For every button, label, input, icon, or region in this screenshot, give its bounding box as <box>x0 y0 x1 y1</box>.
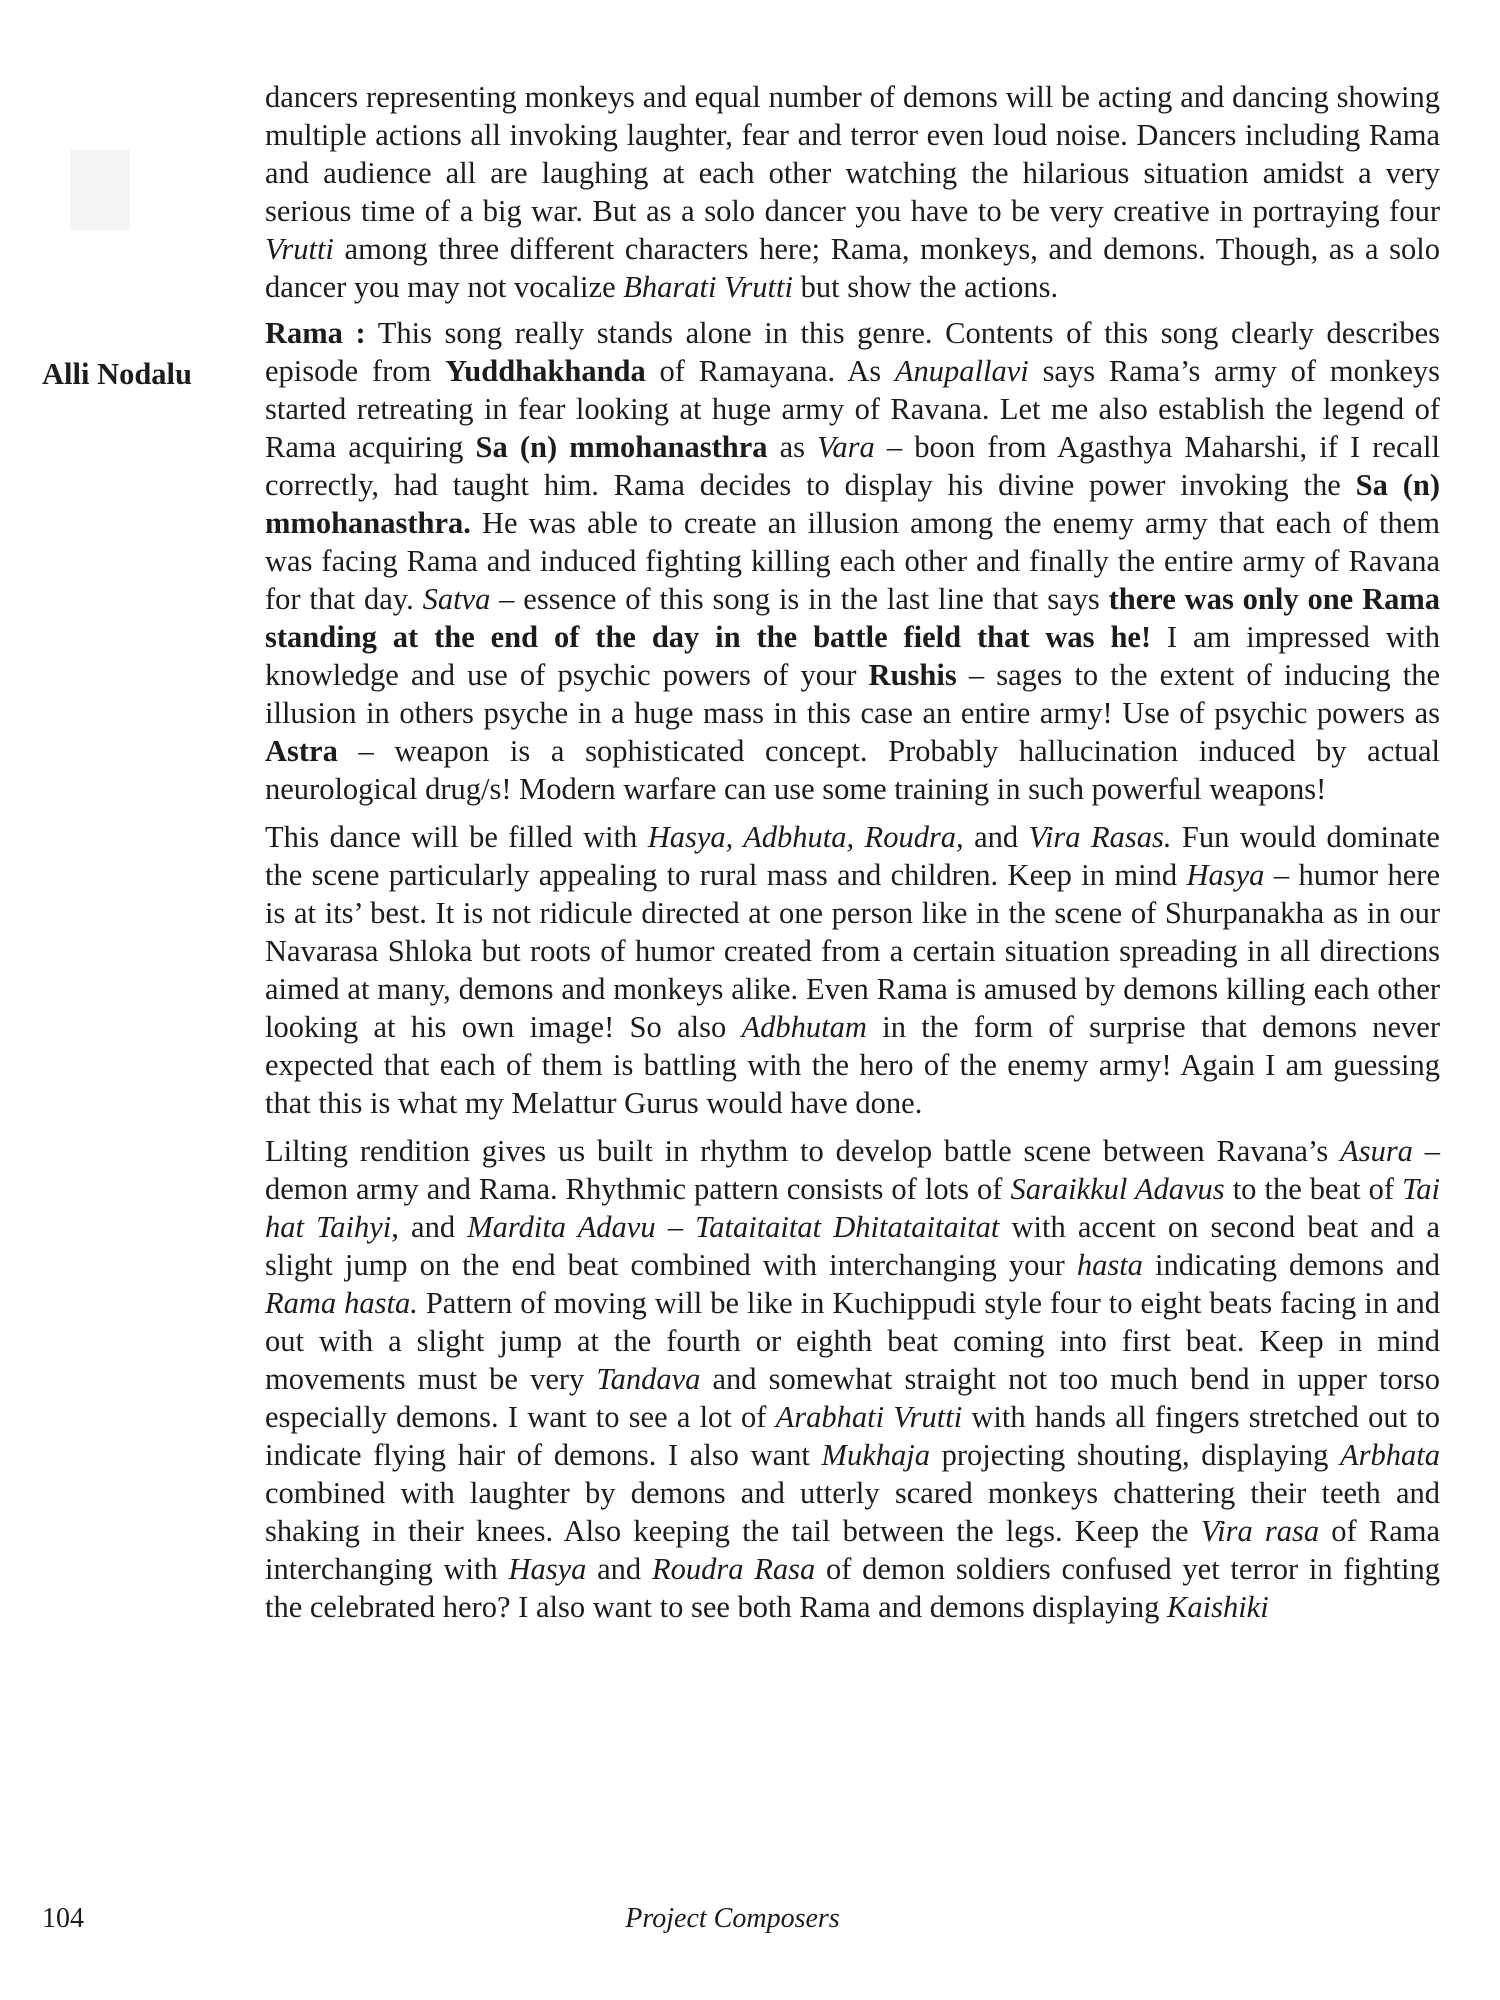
bold-term: Rushis <box>868 658 957 692</box>
italic-term: Vira rasa <box>1200 1514 1320 1548</box>
text-run: and <box>586 1552 652 1586</box>
paragraph-3 <box>265 818 1440 1122</box>
italic-term: Mukhaja <box>821 1438 930 1472</box>
italic-term: Anupallavi <box>894 354 1029 388</box>
show-through-smudge <box>70 150 130 230</box>
text-run: of Rama interchanging with <box>265 1514 1440 1586</box>
italic-term: Hasya <box>1186 858 1265 892</box>
text-run: Fun would dominate the scene particularly appealing to rural mass and children. Keep in mind <box>265 820 1440 892</box>
bold-term: Sa (n) mmohanasthra. <box>265 468 1440 540</box>
text-run: dancers representing monkeys and equal number of demons will be acting and dancing showing multiple actions all invoking laughter, fear and terror even loud noise. Dancers including Rama and audience all are laughing at each other watching the hilarious situation amidst a very serious time of a big war. But as a solo dancer you have to be very creative in portraying four <box>265 80 1440 228</box>
song-title-heading: Alli Nodalu <box>42 357 192 391</box>
italic-term: Saraikkul Adavus <box>1010 1172 1225 1206</box>
paragraph-1 <box>265 78 1440 306</box>
italic-term: Roudra Rasa <box>651 1552 816 1586</box>
text-run: with hands all fingers stretched out to indicate flying hair of demons. I also want <box>265 1400 1441 1472</box>
text-run: Pattern of moving will be like in Kuchippudi style four to eight beats facing in and out with a slight jump at the fourth or eighth beat coming into first beat. Keep in mind movements must be very <box>265 1286 1440 1396</box>
text-run: of demon soldiers confused yet terror in fighting the celebrated hero? I also want to see both Rama and demons displaying <box>265 1552 1440 1624</box>
text-run: but show the actions. <box>792 270 1059 304</box>
bold-term: Yuddhakhanda <box>445 354 646 388</box>
text-run: Lilting rendition gives us built in rhythm to develop battle scene between Ravana’s <box>265 1134 1341 1168</box>
italic-term: Vara <box>817 430 875 464</box>
text-run: combined with laughter by demons and utterly scared monkeys chattering their teeth and shaking in their knees. Also keeping the tail between the legs. Keep the <box>265 1476 1440 1548</box>
text-run: indicating demons and <box>1142 1248 1441 1282</box>
italic-term: hasta <box>1076 1248 1143 1282</box>
bold-term: Rama : <box>265 316 366 350</box>
text-run: – boon from Agasthya Maharshi, if I recall correctly, had taught him. Rama decides to display his divine power invoking the <box>265 430 1440 502</box>
text-run: – demon army and Rama. Rhythmic pattern consists of lots of <box>265 1134 1440 1206</box>
text-run: to the beat of <box>1224 1172 1403 1206</box>
text-run: projecting shouting, displaying <box>929 1438 1341 1472</box>
text-run: – humor here is at its’ best. It is not ridicule directed at one person like in the scene of Shurpanakha as in our Navarasa Shloka but roots of humor created from a certain situation spreading in all directions aimed at many, demons and monkeys alike. Even Rama is amused by demons killing each other looking at his own image! So also <box>265 858 1440 1044</box>
bold-term: there was only one Rama standing at the end of the day in the battle field that was he! <box>265 582 1440 654</box>
text-run: and <box>963 820 1029 854</box>
italic-term: Vrutti <box>265 232 334 266</box>
text-run: This dance will be filled with <box>265 820 648 854</box>
paragraph-4 <box>265 1132 1440 1626</box>
italic-term: Asura <box>1340 1134 1413 1168</box>
italic-term: Tandava <box>596 1362 701 1396</box>
italic-term: Arbhata <box>1340 1438 1440 1472</box>
text-run: says Rama’s army of monkeys started retreating in fear looking at huge army of Ravana. Let me also establish the legend of Rama acquiring <box>265 354 1440 464</box>
bold-term: Sa (n) mmohanasthra <box>475 430 768 464</box>
text-run: and <box>398 1210 468 1244</box>
italic-term: Satva <box>422 582 491 616</box>
italic-term: Bharati Vrutti <box>623 270 793 304</box>
text-run: – weapon is a sophisticated concept. Probably hallucination induced by actual neurological drug/s! Modern warfare can use some training in such powerful weapons! <box>265 734 1440 806</box>
running-footer-title: Project Composers <box>625 1903 840 1934</box>
text-run: among three different characters here; Rama, monkeys, and demons. Though, as a solo dancer you may not vocalize <box>265 232 1440 304</box>
italic-term: Hasya, Adbhuta, Roudra, <box>647 820 964 854</box>
page-number: 104 <box>42 1903 84 1934</box>
italic-term: Mardita Adavu – Tataitaitat Dhitataitaitat <box>467 1210 1000 1244</box>
italic-term: Rama hasta. <box>265 1286 418 1320</box>
text-run: – essence of this song is in the last line that says <box>490 582 1109 616</box>
italic-term: Hasya <box>508 1552 587 1586</box>
text-run: This song really stands alone in this genre. Contents of this song clearly describes episode from <box>265 316 1440 388</box>
text-run: – sages to the extent of inducing the illusion in others psyche in a huge mass in this case an entire army! Use of psychic powers as <box>265 658 1440 730</box>
text-run: in the form of surprise that demons never expected that each of them is battling with the hero of the enemy army! Again I am guessing that this is what my Melattur Gurus would have done. <box>265 1010 1440 1120</box>
bold-term: Astra <box>265 734 338 768</box>
italic-term: Vira Rasas. <box>1028 820 1172 854</box>
text-run: as <box>767 430 818 464</box>
text-run: He was able to create an illusion among the enemy army that each of them was facing Rama and induced fighting killing each other and finally the entire army of Ravana for that day. <box>265 506 1440 616</box>
text-run: and somewhat straight not too much bend in upper torso especially demons. I want to see a lot of <box>265 1362 1440 1434</box>
main-text-column <box>265 78 1440 1636</box>
text-run: with accent on second beat and a slight jump on the end beat combined with interchanging your <box>265 1210 1440 1282</box>
text-run: of Ramayana. As <box>645 354 895 388</box>
text-run: I am impressed with knowledge and use of psychic powers of your <box>265 620 1440 692</box>
italic-term: Arabhati Vrutti <box>775 1400 963 1434</box>
italic-term: Kaishiki <box>1167 1590 1269 1624</box>
italic-term: Adbhutam <box>741 1010 867 1044</box>
paragraph-2 <box>265 314 1440 808</box>
italic-term: Tai hat Taihyi, <box>265 1172 1440 1244</box>
